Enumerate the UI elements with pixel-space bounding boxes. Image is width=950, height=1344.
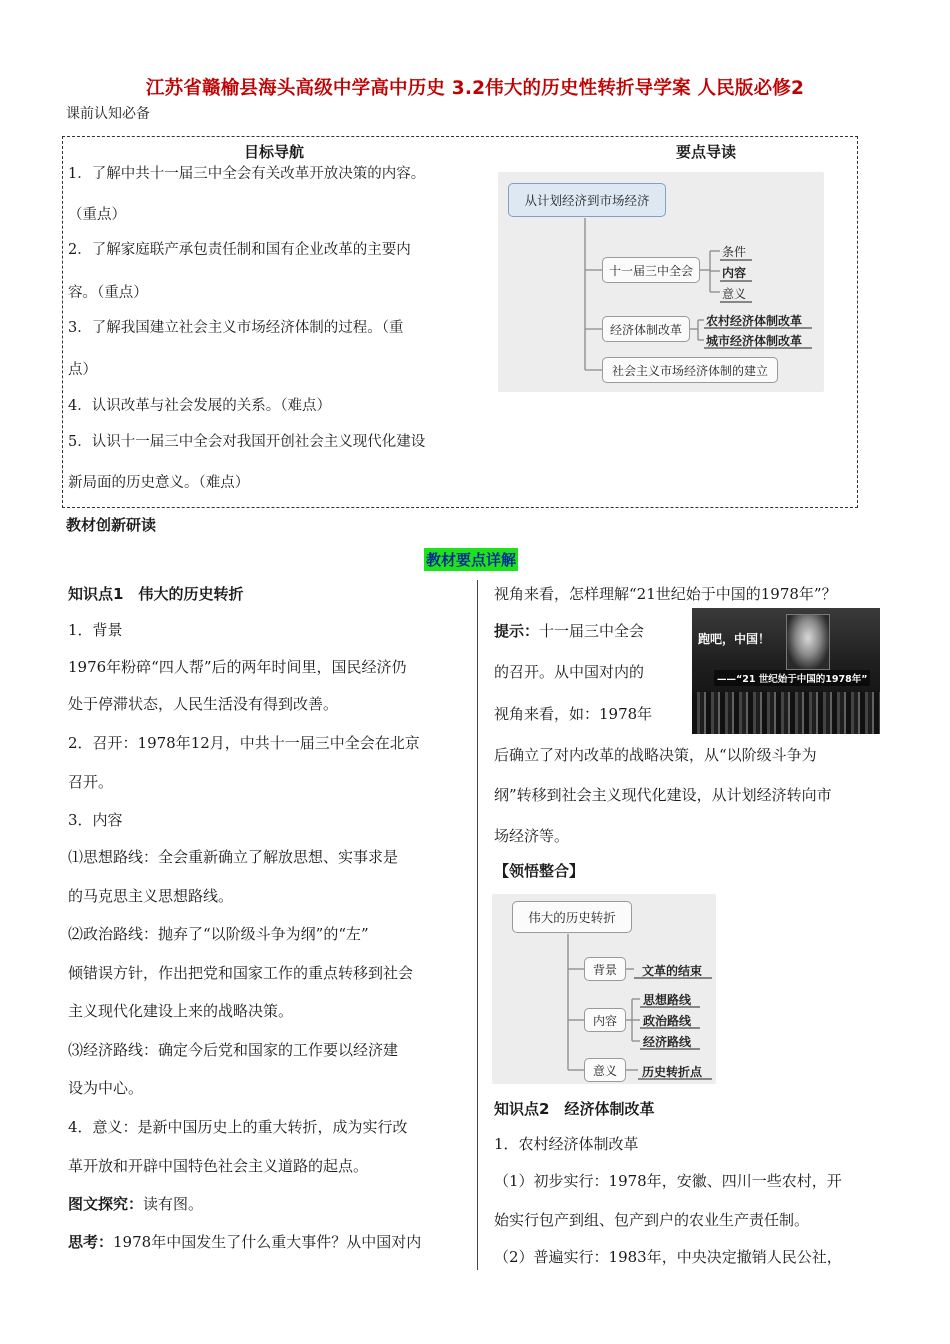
- left-line: 倾错误方针，作出把党和国家工作的重点转移到社会: [68, 964, 414, 982]
- left-line: ⑶经济路线：确定今后党和国家的工作要以经济建: [68, 1041, 399, 1059]
- left-line: 处于停滞状态，人民生活没有得到改善。: [68, 695, 339, 713]
- plenum-node: 十一届三中全会: [602, 257, 700, 283]
- hint-text: 十一届三中全会: [539, 622, 645, 640]
- reform-leaf: 城市经济体制改革: [706, 334, 803, 348]
- turn-significance-leaf: 历史转折点: [642, 1065, 703, 1079]
- left-line: ⑵政治路线：抛弃了“以阶级斗争为纲”的“左”: [68, 925, 369, 943]
- goal-line: 点）: [68, 362, 97, 378]
- think-text: 1978年中国发生了什么重大事件？从中国对内: [113, 1233, 422, 1251]
- plenum-leaf: 意义: [722, 287, 747, 301]
- goal-line: （重点）: [68, 207, 126, 223]
- left-line: 革开放和开辟中国特色社会主义道路的起点。: [68, 1157, 369, 1175]
- overview-heading: 要点导读: [676, 143, 737, 161]
- left-line: 1．背景: [68, 621, 123, 639]
- market-node: 社会主义市场经济体制的建立: [602, 357, 778, 383]
- hint-line: 纲”转移到社会主义现代化建设，从计划经济转向市: [494, 786, 832, 804]
- goal-line: 容。（重点）: [68, 285, 148, 301]
- left-line: 1976年粉碎“四人帮”后的两年时间里，国民经济仍: [68, 658, 407, 676]
- turn-root-node: 伟大的历史转折: [512, 901, 632, 933]
- pre-class-label: 课前认知必备: [66, 106, 150, 122]
- hint-label: 提示：: [494, 622, 540, 640]
- hint-line: 的召开。从中国对内的: [494, 663, 645, 681]
- hint-line: 视角来看，如：1978年: [494, 705, 653, 723]
- photo-caption-main: 跑吧，中国！: [698, 632, 771, 646]
- hint-line: 场经济等。: [494, 827, 570, 845]
- turn-significance-node: 意义: [584, 1058, 626, 1082]
- goals-heading: 目标导航: [244, 143, 305, 161]
- left-line: ⑴思想路线：全会重新确立了解放思想、实事求是: [68, 848, 399, 866]
- reform-node: 经济体制改革: [602, 316, 690, 342]
- turn-content-node: 内容: [584, 1008, 626, 1032]
- figure-study-label: 图文探究：: [68, 1195, 144, 1213]
- kp2-line: 始实行包产到组、包产到户的农业生产责任制。: [494, 1211, 810, 1229]
- left-line: 主义现代化建设上来的战略决策。: [68, 1002, 294, 1020]
- left-line: 召开。: [68, 773, 114, 791]
- integration-label: 【领悟整合】: [494, 862, 585, 880]
- photo-caption-sub: ——“21 世纪始于中国的1978年”: [714, 670, 870, 686]
- goal-line: 3．了解我国建立社会主义市场经济体制的过程。（重: [68, 320, 404, 336]
- think-label: 思考：: [68, 1233, 114, 1251]
- left-line: 2．召开：1978年12月，中共十一届三中全会在北京: [68, 734, 420, 752]
- kp1-heading: 知识点1 伟大的历史转折: [68, 585, 244, 603]
- left-line: 设为中心。: [68, 1079, 144, 1097]
- goal-line: 2．了解家庭联产承包责任制和国有企业改革的主要内: [68, 242, 411, 258]
- kp2-line: （2）普遍实行：1983年，中央决定撤销人民公社，: [494, 1248, 842, 1266]
- turn-content-leaf: 政治路线: [643, 1014, 692, 1028]
- goal-line: 5．认识十一届三中全会对我国开创社会主义现代化建设: [68, 434, 426, 450]
- turn-content-leaf: 思想路线: [643, 993, 692, 1007]
- left-line: 3．内容: [68, 811, 123, 829]
- reform-leaf: 农村经济体制改革: [706, 314, 803, 328]
- right-line: 视角来看，怎样理解“21世纪始于中国的1978年”？: [494, 585, 837, 603]
- left-line: 的马克思主义思想路线。: [68, 887, 234, 905]
- overview-root-node: 从计划经济到市场经济: [508, 183, 666, 217]
- left-line: 4．意义：是新中国历史上的重大转折，成为实行改: [68, 1118, 408, 1136]
- kp2-line: 1．农村经济体制改革: [494, 1135, 639, 1153]
- hint-line: 后确立了对内改革的战略决策，从“以阶级斗争为: [494, 746, 817, 764]
- plenum-leaf: 内容: [722, 266, 747, 280]
- goal-line: 新局面的历史意义。（难点）: [68, 475, 250, 491]
- figure-study-text: 读有图。: [143, 1195, 204, 1213]
- plenum-leaf: 条件: [722, 245, 747, 259]
- turn-background-leaf: 文革的结束: [642, 964, 703, 978]
- highlight-heading: 教材要点详解: [424, 548, 518, 571]
- document-title: 江苏省赣榆县海头高级中学高中历史 3.2伟大的历史性转折导学案 人民版必修2: [145, 78, 805, 99]
- turn-background-node: 背景: [584, 957, 626, 981]
- goal-line: 1．了解中共十一届三中全会有关改革开放决策的内容。: [68, 166, 426, 182]
- section-label: 教材创新研读: [66, 516, 157, 534]
- goal-line: 4．认识改革与社会发展的关系。（难点）: [68, 398, 331, 414]
- kp2-line: （1）初步实行：1978年，安徽、四川一些农村，开: [494, 1172, 842, 1190]
- turn-content-leaf: 经济路线: [643, 1035, 692, 1049]
- kp2-heading: 知识点2 经济体制改革: [494, 1100, 655, 1118]
